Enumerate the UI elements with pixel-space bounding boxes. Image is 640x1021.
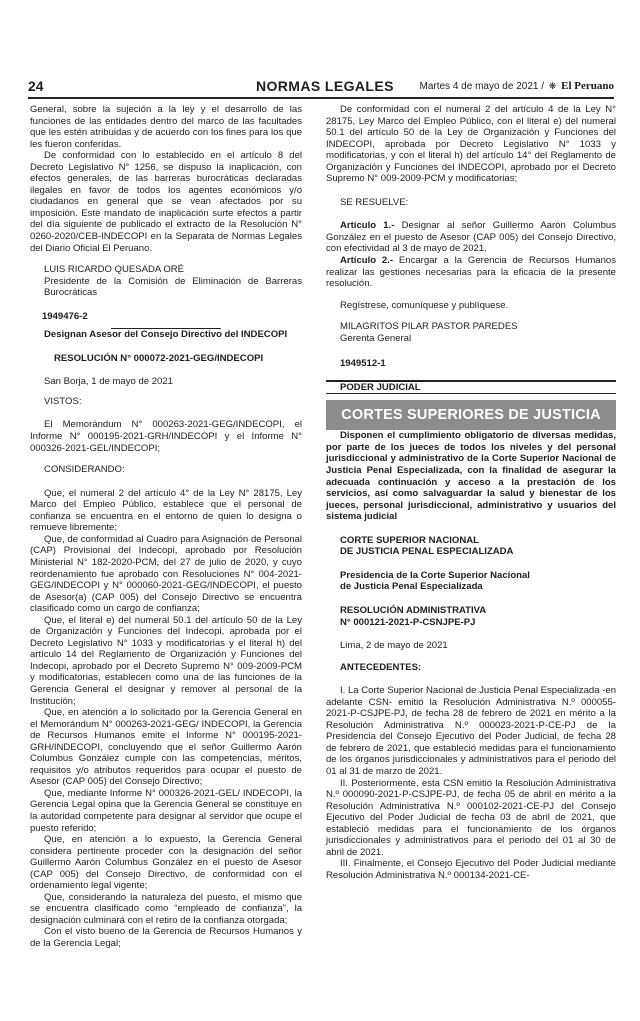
paragraph: Que, considerando la naturaleza del puesto, el mismo que se encuentra clasificado como “empleado de confianza”, la designación culminará con el retiro de la confianza otorgada;: [30, 891, 302, 926]
page-header: [28, 72, 614, 96]
court-name: DE JUSTICIA PENAL ESPECIALIZADA: [340, 546, 514, 558]
paragraph: Que, el literal e) del numeral 50.1 del artículo 50 de la Ley de Organización y Funciones del Indecopi, aprobada por el Decreto Legislativo N° 1033 y modificatorias y el literal h) del artículo 14 del Reglamento de Organización y Funciones del Indecopi, aprobado por el Decreto Supremo N° 009-2009-PCM y modificatorias, establecen como una de las funciones de la Gerencia General el designar y remover al personal de la Institución;: [30, 614, 302, 707]
admin-resolution-number: N° 000121-2021-P-CSNJPE-PJ: [340, 616, 476, 628]
paragraph: General, sobre la sujeción a la ley y el desarrollo de las funciones de las entidades dentro del marco de las facultades que les estén atribuidas y de acuerdo con los fines para los que les fueron conferidas.: [30, 104, 302, 150]
article-1: [326, 220, 616, 255]
article-2-text: Encargar a la Gerencia de Recursos Humanos realizar las gestiones necesarias para la eficacia de la presente resolución.: [326, 255, 616, 290]
publication-code: 1949512-1: [340, 358, 386, 370]
paragraph: El Memorándum N° 000263-2021-GEG/INDECOPI, el Informe N° 000195-2021-GRH/INDECOPI y el Informe N° 000326-2021-GEL/INDECOPI;: [30, 419, 302, 454]
page-number: 24: [28, 78, 44, 94]
header-date-text: Martes 4 de mayo de 2021 /: [419, 81, 545, 92]
article-1-label: Artículo 1.-: [340, 220, 395, 232]
paragraph: Que, mediante Informe N° 000326-2021-GEL/ INDECOPI, la Gerencia Legal opina que la Gerencia General se constituye en la autoridad competente para designar al servidor que ocupe el puesto referido;: [30, 787, 302, 834]
article-2-label: Artículo 2.-: [340, 255, 394, 267]
coat-of-arms-icon: ❋: [548, 81, 557, 91]
paragraph: Que, en atención a lo expuesto, la Gerencia General considera pertinente proceder con la designación del señor Guillermo Aarón Columbus González en el puesto de Asesor (CAP 005) del Consejo Directivo, de conformidad con el ordenamiento legal vigente;: [30, 834, 302, 892]
article-2: [326, 255, 616, 290]
paragraph: III. Finalmente, el Consejo Ejecutivo del Poder Judicial mediante Resolución Administrativa N.º 000134-2021-CE-: [326, 858, 616, 881]
resolution-number: RESOLUCIÓN N° 000072-2021-GEG/INDECOPI: [54, 352, 264, 364]
right-column: [326, 104, 616, 881]
paragraph: Que, en atención a lo solicitado por la Gerencia General en el Memorándum N° 000263-2021-GEG/ INDECOPI, la Gerencia de Recursos Humanos emite el Informe N° 000195-2021-GRH/INDECOPI, concluyendo que el señor Guillermo Aarón Columbus González cumple con las competencias, méritos, requisitos y/o atributos requeridos para ocupar el puesto de Asesor (CAP 005) del Consejo Directivo;: [30, 707, 302, 788]
signature-title: Gerenta General: [340, 332, 412, 344]
newspaper-logo: El Peruano: [561, 80, 614, 92]
header-date: [419, 80, 614, 92]
admin-resolution: RESOLUCIÓN ADMINISTRATIVA: [340, 604, 487, 616]
signature-name: MILAGRITOS PILAR PASTOR PAREDES: [340, 321, 518, 333]
paragraph: II. Posteriormente, esta CSN emitió la Resolución Administrativa N.º 000090-2021-P-CSJPE-PJ, de fecha 05 de abril en mérito a la Resolución Administrativa N.º 000102-2021-CE-PJ del Consejo Ejecutivo del Poder Judicial de fecha 03 de abril de 2021, que estableció medidas para el funcionamiento de los órganos jurisdiccionales y administrativos para el periodo del 01 al 30 de abril de 2021.: [326, 777, 616, 858]
paragraph: I. La Corte Superior Nacional de Justicia Penal Especializada -en adelante CSN- emitió la Resolución Administrativa N.º 000055-2021-P-CSJPE-PJ, de fecha 28 de febrero de 2021 en mérito a la Resolución Administrativa N.º 000023-2021-P-CE-PJ de la Presidencia del Consejo Ejecutivo del Poder Judicial, de fecha 28 de febrero de 2021, que estableció medidas para el funcionamiento de los órganos jurisdiccionales y administrativos para el periodo del 01 al 31 de marzo de 2021.: [326, 685, 616, 777]
section-heading: PODER JUDICIAL: [340, 381, 421, 393]
section-label: CONSIDERANDO:: [44, 464, 125, 476]
section-label: VISTOS:: [44, 395, 82, 407]
presidency: Presidencia de la Corte Superior Nacional: [340, 569, 530, 581]
paragraph: Que, el numeral 2 del artículo 4° de la Ley N° 28175, Ley Marco del Empleo Público, establece que el personal de confianza se encuentra en el entorno de quien lo designa o remueve libremente;: [30, 487, 302, 534]
publication-title: NORMAS LEGALES: [256, 78, 394, 94]
signature-title: Presidente de la Comisión de Eliminación de Barreras Burocráticas: [44, 275, 302, 299]
section-banner: CORTES SUPERIORES DE JUSTICIA: [326, 400, 616, 430]
section-label: ANTECEDENTES:: [340, 661, 422, 673]
section-label: SE RESUELVE:: [340, 196, 409, 208]
article-1-text: Designar al señor Guillermo Aarón Columbus González en el puesto de Asesor (CAP 005) del Consejo Directivo, con efectividad al 3 de mayo de 2021.: [326, 220, 616, 255]
header-rule: [28, 97, 614, 99]
article-headline: Disponen el cumplimiento obligatorio de diversas medidas, por parte de los jueces de todos los niveles y del personal jurisdiccional y administrativo de la Corte Superior Nacional de Justicia Penal Especializada, con la finalidad de asegurar la adecuada continuación y acceso a la prestación de los servicios, así como salvaguardar la salud y bienestar de los jueces, personal jurisdiccional, administrativo y usuarios del sistema judicial: [326, 430, 616, 523]
closing-formula: Regístrese, comuníquese y publíquese.: [340, 299, 509, 311]
paragraph: Con el visto bueno de la Gerencia de Recursos Humanos y de la Gerencia Legal;: [30, 926, 302, 949]
place-date: Lima, 2 de mayo de 2021: [340, 640, 448, 652]
article-title: Designan Asesor del Consejo Directivo del INDECOPI: [44, 329, 288, 341]
place-date: San Borja, 1 de mayo de 2021: [44, 376, 173, 388]
signature-name: LUIS RICARDO QUESADA ORÉ: [44, 264, 185, 276]
left-column: [30, 104, 302, 950]
presidency: de Justicia Penal Especializada: [340, 581, 483, 593]
court-name: CORTE SUPERIOR NACIONAL: [340, 534, 479, 546]
paragraph: De conformidad con el numeral 2 del artículo 4 de la Ley N° 28175, Ley Marco del Empleo Público, con el literal e) del numeral 50.1 del artículo 50 de la Ley de Organización y Funciones del INDECOPI, aprobada por Decreto Legislativo N° 1033 y modificatorias, y con el literal h) del artículo 14° del Reglamento de Organización y Funciones del INDECOPI, aprobado por el Decreto Supremo N° 009-2009-PCM y modificatorias;: [326, 104, 616, 185]
publication-code: 1949476-2: [42, 310, 88, 322]
section-rule-thin: [326, 393, 616, 394]
paragraph: De conformidad con lo establecido en el artículo 8 del Decreto Legislativo N° 1256, se dispuso la inaplicación, con efectos generales, de las barreras burocráticas declaradas ilegales en favor de todos los agentes económicos y/o ciudadanos en general que se vean afectados por su imposición. Este mandato de inaplicación surte efectos a partir del día siguiente de publicado el extracto de la Resolución N° 0260-2020/CEB-INDECOPI en la Separata de Normas Legales del Diario Oficial El Peruano.: [30, 150, 302, 254]
paragraph: Que, de conformidad al Cuadro para Asignación de Personal (CAP) Provisional del Indecopi, aprobado por Resolución Ministerial N° 182-2020-PCM, del 27 de julio de 2020, y cuyo reordenamiento fue aprobado con Resoluciones N° 004-2021-GEG/INDECOPI y N° 000060-2021-GEG/INDECOPI, el puesto de Asesor(a) (CAP 005) del Consejo Directivo se encuentra clasificado como un cargo de confianza;: [30, 533, 302, 615]
